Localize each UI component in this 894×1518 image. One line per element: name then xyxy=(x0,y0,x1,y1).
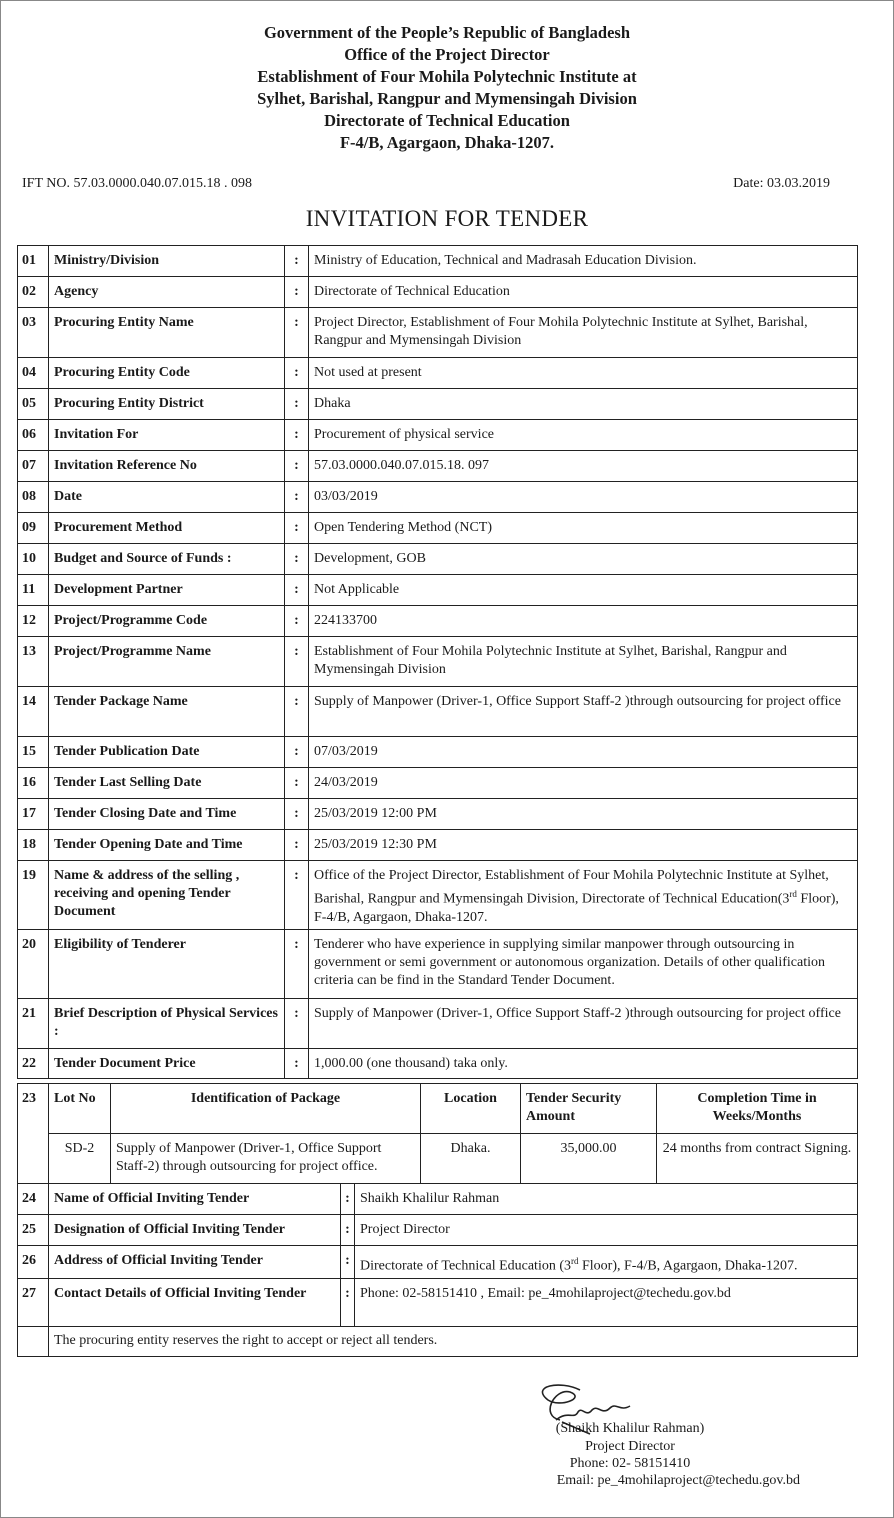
document-header xyxy=(0,22,894,154)
row-value: Project Director xyxy=(355,1215,858,1246)
package-identification: Supply of Manpower (Driver-1, Office Support Staff-2) through outsourcing for project office. xyxy=(111,1134,421,1184)
table-row xyxy=(18,308,858,358)
row-colon: : xyxy=(285,575,309,606)
row-value: 25/03/2019 12:30 PM xyxy=(309,830,858,861)
row-number: 24 xyxy=(18,1184,49,1215)
signatory-name: (Shaikh Khalilur Rahman) xyxy=(555,1421,705,1436)
row-number: 11 xyxy=(18,575,49,606)
row-value: 07/03/2019 xyxy=(309,737,858,768)
row-label: Date xyxy=(49,482,285,513)
row-colon: : xyxy=(285,637,309,687)
row-number: 10 xyxy=(18,544,49,575)
row-label: Brief Description of Physical Services : xyxy=(49,998,285,1048)
row-label: Name & address of the selling , receiving and opening Tender Document xyxy=(49,861,285,930)
header-line-6: F-4/B, Agargaon, Dhaka-1207. xyxy=(339,133,555,152)
row-number: 19 xyxy=(18,861,49,930)
footer-spacer xyxy=(18,1326,49,1356)
row-label: Tender Package Name xyxy=(49,687,285,737)
table-row xyxy=(18,998,858,1048)
row-number: 08 xyxy=(18,482,49,513)
row-colon: : xyxy=(285,389,309,420)
table-row xyxy=(18,861,858,930)
lot-no: SD-2 xyxy=(49,1134,111,1184)
row-value: Establishment of Four Mohila Polytechnic Institute at Sylhet, Barishal, Rangpur and Mymensingah Division xyxy=(309,637,858,687)
signatory-phone: Phone: 02- 58151410 xyxy=(569,1456,691,1471)
row-value: Tenderer who have experience in supplying similar manpower through outsourcing in government or semi government or autonomous organization. Details of other qualification criteria can be find in the Standard Tender Document. xyxy=(309,929,858,998)
document-date: Date: 03.03.2019 xyxy=(733,176,830,191)
row-value: 57.03.0000.040.07.015.18. 097 xyxy=(309,451,858,482)
lot-no-header: Lot No xyxy=(49,1084,111,1134)
table-row xyxy=(18,929,858,998)
table-row xyxy=(18,1048,858,1078)
table-row xyxy=(18,1215,858,1246)
row-label: Procuring Entity Code xyxy=(49,358,285,389)
row-number: 15 xyxy=(18,737,49,768)
row-label: Tender Closing Date and Time xyxy=(49,799,285,830)
row-colon: : xyxy=(285,687,309,737)
row-label: Address of Official Inviting Tender xyxy=(49,1246,341,1279)
row-value xyxy=(309,861,858,930)
row-value: Project Director, Establishment of Four Mohila Polytechnic Institute at Sylhet, Barishal, Rangpur and Mymensingah Division xyxy=(309,308,858,358)
row-value: Open Tendering Method (NCT) xyxy=(309,513,858,544)
row-number: 02 xyxy=(18,277,49,308)
value-text: Floor), F-4/B, Agargaon, Dhaka-1207. xyxy=(314,891,839,925)
table-row xyxy=(18,451,858,482)
signatory-email: Email: pe_4mohilaproject@techedu.gov.bd xyxy=(556,1473,800,1488)
row-label: Tender Publication Date xyxy=(49,737,285,768)
row-value: Directorate of Technical Education xyxy=(309,277,858,308)
row-number: 26 xyxy=(18,1246,49,1279)
row-label: Project/Programme Code xyxy=(49,606,285,637)
value-text: Office of the Project Director, Establishment of Four Mohila Polytechnic Institute at Sylhet, Barishal, Rangpur and Mymensingah Division, Directorate of Technical Education(3 xyxy=(314,868,829,907)
row-colon: : xyxy=(285,544,309,575)
table-row xyxy=(18,737,858,768)
row-colon: : xyxy=(285,768,309,799)
row-number: 04 xyxy=(18,358,49,389)
row-value: Dhaka xyxy=(309,389,858,420)
row-number: 03 xyxy=(18,308,49,358)
row-colon: : xyxy=(285,737,309,768)
table-row xyxy=(18,637,858,687)
row-number: 13 xyxy=(18,637,49,687)
row-colon: : xyxy=(341,1246,355,1279)
row-colon: : xyxy=(285,861,309,930)
value-text: Floor), F-4/B, Agargaon, Dhaka-1207. xyxy=(578,1258,798,1274)
table-row xyxy=(18,544,858,575)
superscript: rd xyxy=(789,889,797,899)
table-row xyxy=(18,606,858,637)
row-label: Tender Opening Date and Time xyxy=(49,830,285,861)
row-number: 17 xyxy=(18,799,49,830)
row-value: Ministry of Education, Technical and Madrasah Education Division. xyxy=(309,246,858,277)
row-value xyxy=(355,1246,858,1279)
table-row xyxy=(18,687,858,737)
table-row xyxy=(18,358,858,389)
identification-header: Identification of Package xyxy=(111,1084,421,1134)
row-colon: : xyxy=(341,1278,355,1326)
row-number: 09 xyxy=(18,513,49,544)
row-value: Supply of Manpower (Driver-1, Office Support Staff-2 )through outsourcing for project office xyxy=(309,687,858,737)
row-colon: : xyxy=(285,277,309,308)
row-value: Development, GOB xyxy=(309,544,858,575)
table-row xyxy=(18,1278,858,1326)
tender-details-table xyxy=(17,245,858,1079)
row-value: Not used at present xyxy=(309,358,858,389)
package-data-row xyxy=(18,1134,858,1184)
row-colon: : xyxy=(341,1215,355,1246)
row-value: 224133700 xyxy=(309,606,858,637)
row-label: Name of Official Inviting Tender xyxy=(49,1184,341,1215)
superscript: rd xyxy=(571,1256,579,1266)
row-label: Tender Document Price xyxy=(49,1048,285,1078)
row-colon: : xyxy=(285,929,309,998)
row-label: Invitation For xyxy=(49,420,285,451)
row-number: 06 xyxy=(18,420,49,451)
row-colon: : xyxy=(285,358,309,389)
header-line-1: Government of the People’s Republic of Bangladesh xyxy=(263,23,631,42)
row-label: Project/Programme Name xyxy=(49,637,285,687)
row-number: 05 xyxy=(18,389,49,420)
row-number: 27 xyxy=(18,1278,49,1326)
row-number: 18 xyxy=(18,830,49,861)
row-colon: : xyxy=(285,420,309,451)
row-colon: : xyxy=(285,451,309,482)
package-table xyxy=(17,1083,858,1184)
row-value: Shaikh Khalilur Rahman xyxy=(355,1184,858,1215)
row-number: 25 xyxy=(18,1215,49,1246)
row-value: 03/03/2019 xyxy=(309,482,858,513)
header-line-4: Sylhet, Barishal, Rangpur and Mymensingah Division xyxy=(257,89,637,108)
row-label: Eligibility of Tenderer xyxy=(49,929,285,998)
row-colon: : xyxy=(285,308,309,358)
completion-time: 24 months from contract Signing. xyxy=(657,1134,858,1184)
footer-row xyxy=(18,1326,858,1356)
location-header: Location xyxy=(421,1084,521,1134)
tender-security-amount: 35,000.00 xyxy=(521,1134,657,1184)
row-number: 20 xyxy=(18,929,49,998)
row-colon: : xyxy=(285,606,309,637)
signature-block xyxy=(480,1420,780,1473)
table-row xyxy=(18,1184,858,1215)
table-row xyxy=(18,830,858,861)
table-row xyxy=(18,389,858,420)
row-number: 01 xyxy=(18,246,49,277)
table-row xyxy=(18,768,858,799)
row-colon: : xyxy=(285,513,309,544)
table-row xyxy=(18,420,858,451)
package-header-row xyxy=(18,1084,858,1134)
package-location: Dhaka. xyxy=(421,1134,521,1184)
row-label: Tender Last Selling Date xyxy=(49,768,285,799)
row-label: Invitation Reference No xyxy=(49,451,285,482)
row-label: Procurement Method xyxy=(49,513,285,544)
row-colon: : xyxy=(285,830,309,861)
header-line-5: Directorate of Technical Education xyxy=(324,111,570,130)
row-value: 1,000.00 (one thousand) taka only. xyxy=(309,1048,858,1078)
row-value: Procurement of physical service xyxy=(309,420,858,451)
row-number: 14 xyxy=(18,687,49,737)
security-header: Tender Security Amount xyxy=(521,1084,657,1134)
row-number: 21 xyxy=(18,998,49,1048)
row-number: 12 xyxy=(18,606,49,637)
official-table xyxy=(17,1183,858,1357)
header-line-2: Office of the Project Director xyxy=(344,45,550,64)
table-row xyxy=(18,513,858,544)
row-label: Procuring Entity District xyxy=(49,389,285,420)
row-label: Procuring Entity Name xyxy=(49,308,285,358)
row-label: Contact Details of Official Inviting Tender xyxy=(49,1278,341,1326)
row-colon: : xyxy=(285,246,309,277)
completion-header: Completion Time in Weeks/Months xyxy=(657,1084,858,1134)
signatory-designation: Project Director xyxy=(585,1438,675,1454)
row-colon: : xyxy=(285,799,309,830)
row-label: Agency xyxy=(49,277,285,308)
row-number: 16 xyxy=(18,768,49,799)
row-number: 23 xyxy=(18,1084,49,1184)
row-value: Phone: 02-58151410 , Email: pe_4mohilaproject@techedu.gov.bd xyxy=(355,1278,858,1326)
table-row xyxy=(18,482,858,513)
row-value: Supply of Manpower (Driver-1, Office Support Staff-2 )through outsourcing for project office xyxy=(309,998,858,1048)
row-label: Development Partner xyxy=(49,575,285,606)
header-line-3: Establishment of Four Mohila Polytechnic Institute at xyxy=(257,67,637,86)
row-value: 24/03/2019 xyxy=(309,768,858,799)
table-row xyxy=(18,246,858,277)
footer-note: The procuring entity reserves the right to accept or reject all tenders. xyxy=(49,1326,858,1356)
row-colon: : xyxy=(285,482,309,513)
table-row xyxy=(18,277,858,308)
document-title: INVITATION FOR TENDER xyxy=(305,206,589,231)
row-number: 07 xyxy=(18,451,49,482)
row-colon: : xyxy=(285,998,309,1048)
row-number: 22 xyxy=(18,1048,49,1078)
row-value: Not Applicable xyxy=(309,575,858,606)
table-row xyxy=(18,1246,858,1279)
table-row xyxy=(18,799,858,830)
row-label: Designation of Official Inviting Tender xyxy=(49,1215,341,1246)
row-label: Budget and Source of Funds : xyxy=(49,544,285,575)
value-text: Directorate of Technical Education (3 xyxy=(360,1258,571,1274)
row-value: 25/03/2019 12:00 PM xyxy=(309,799,858,830)
ift-number: IFT NO. 57.03.0000.040.07.015.18 . 098 xyxy=(22,176,252,191)
row-colon: : xyxy=(341,1184,355,1215)
row-label: Ministry/Division xyxy=(49,246,285,277)
row-colon: : xyxy=(285,1048,309,1078)
table-row xyxy=(18,575,858,606)
